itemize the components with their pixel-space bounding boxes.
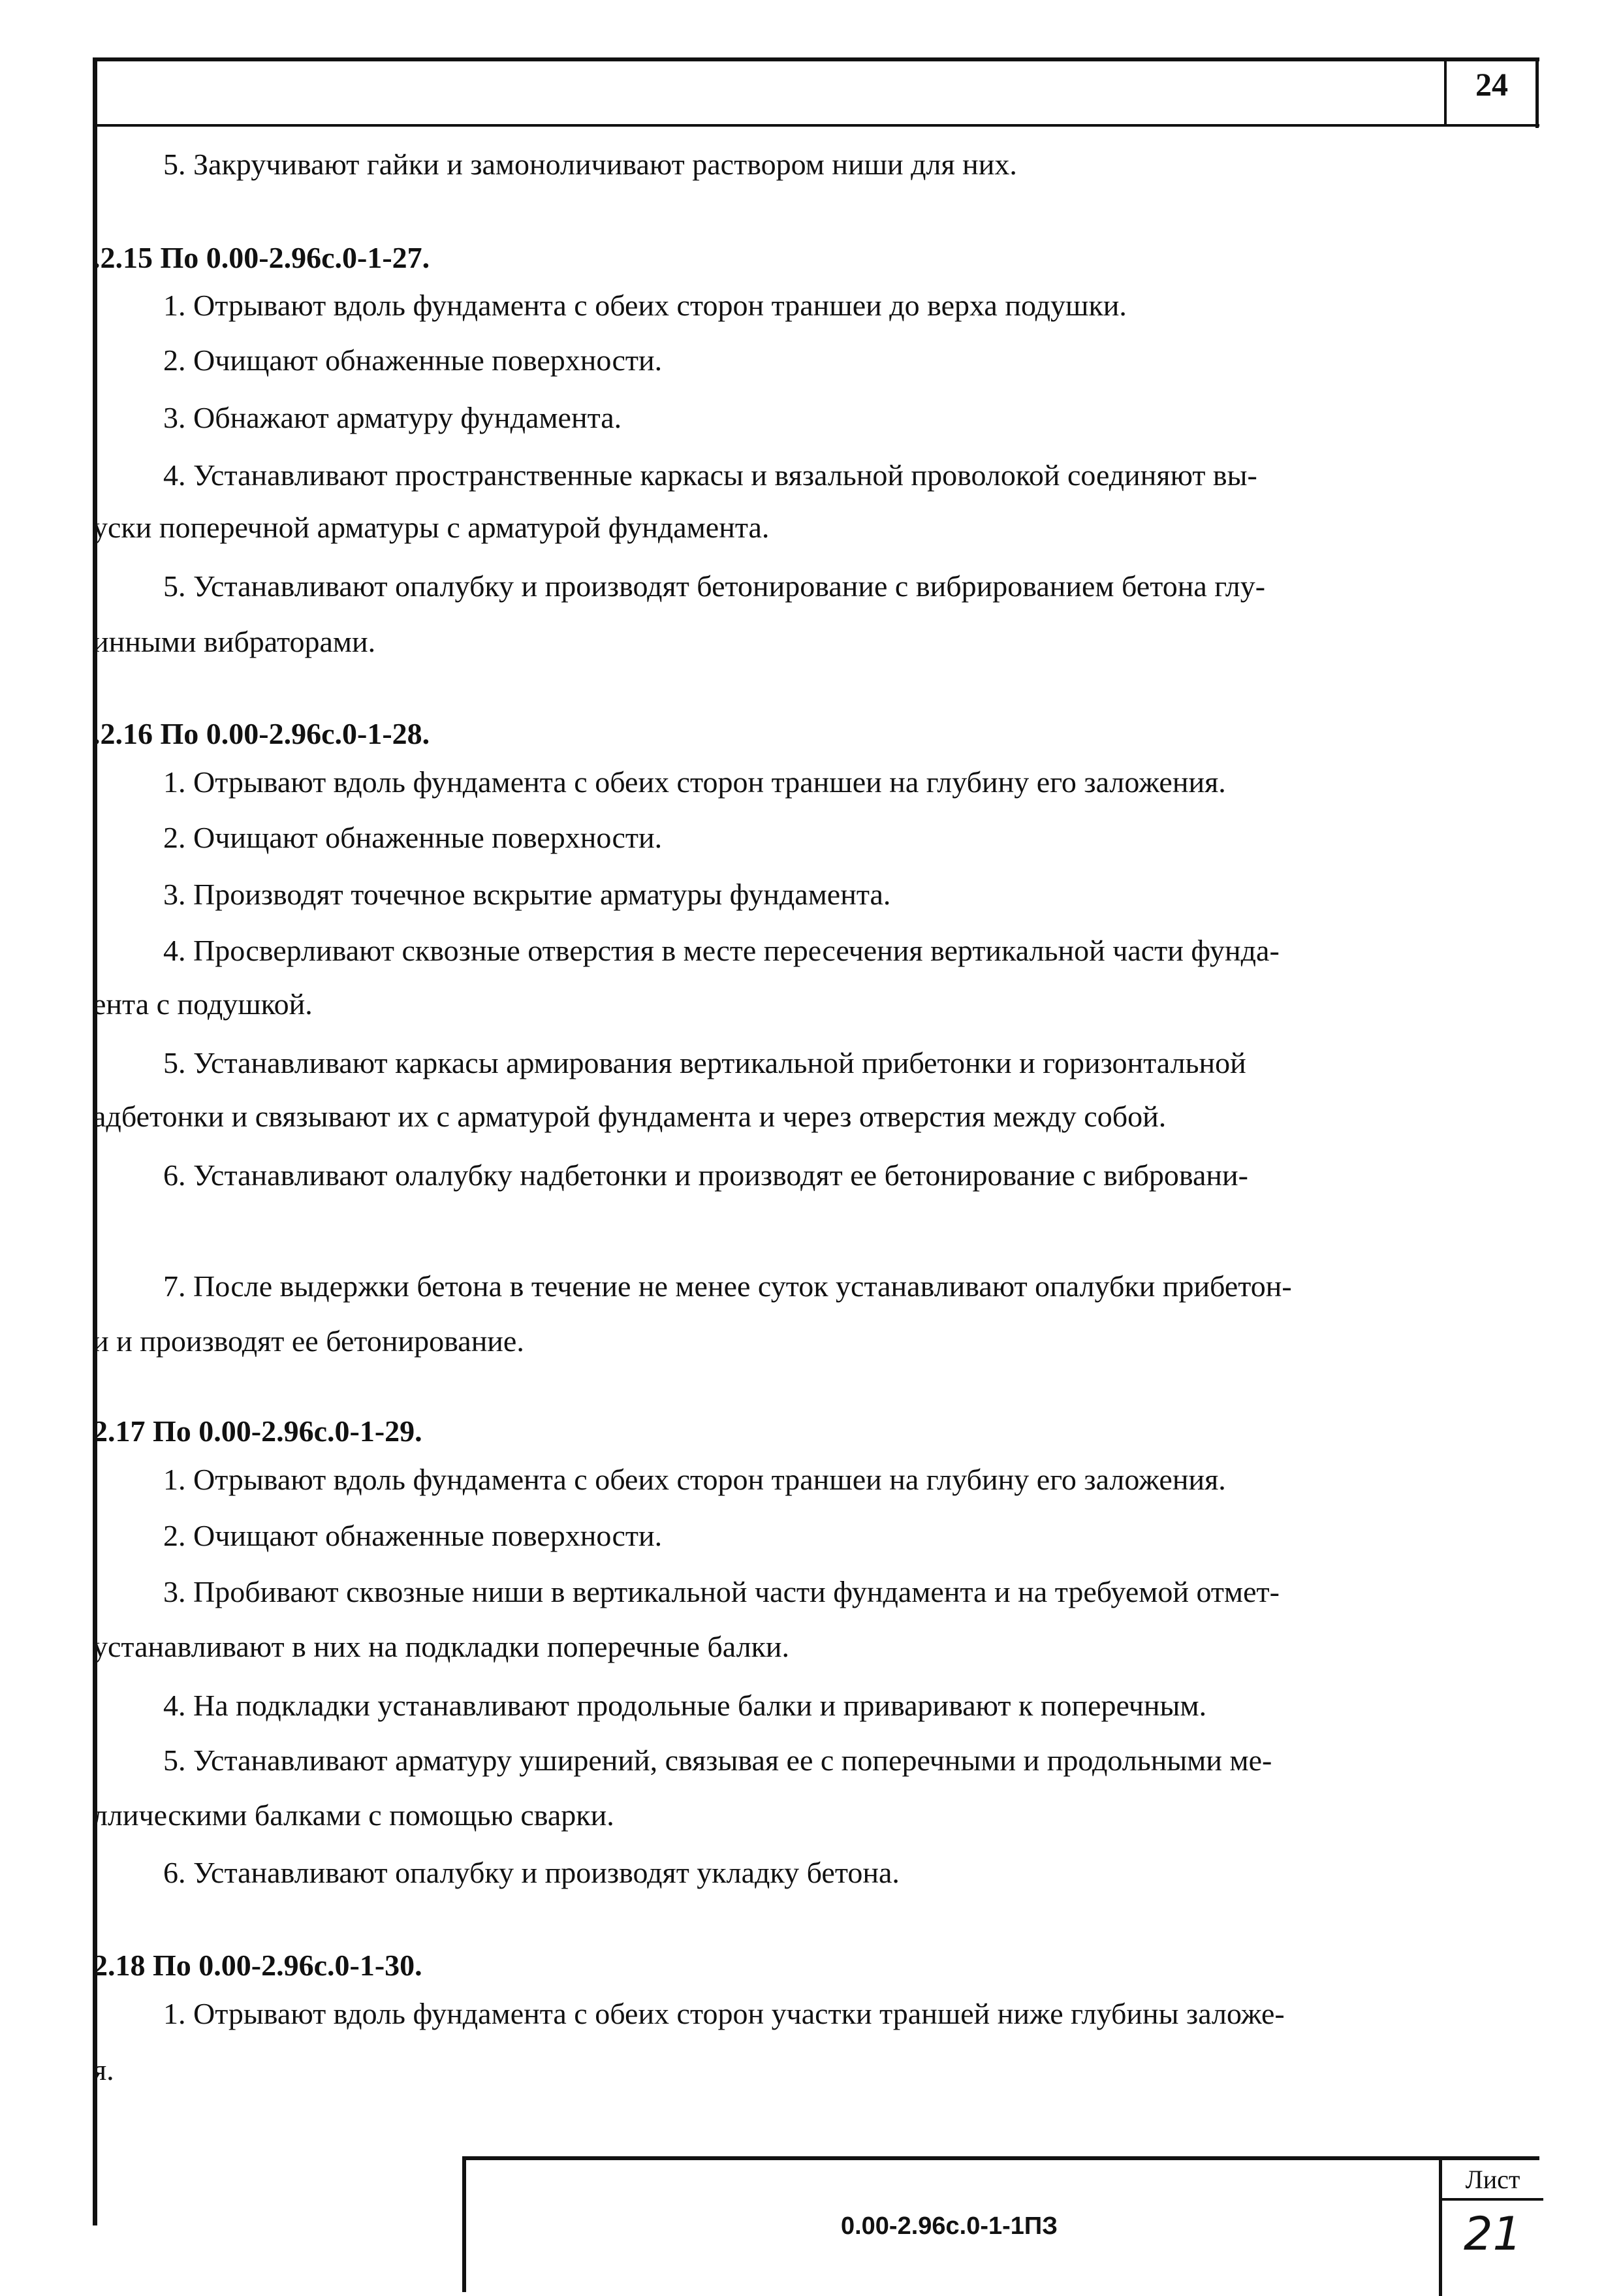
- text-line: 5. Устанавливают опалубку и производят бетонирование с вибрированием бетона глу-: [163, 569, 1266, 603]
- sheet-cell-divider: [1442, 2198, 1543, 2201]
- text-line: 3. Обнажают арматуру фундамента.: [163, 401, 622, 434]
- section-heading: .2.16 По 0.00-2.96с.0-1-28.: [93, 717, 430, 750]
- text-line: 1. Отрывают вдоль фундамента с обеих сторон траншеи на глубину его заложения.: [163, 765, 1226, 799]
- text-line: я.: [93, 2053, 114, 2086]
- text-line: ента с подушкой.: [93, 987, 313, 1021]
- text-line: 2. Очищают обнаженные поверхности.: [163, 821, 663, 854]
- sheet-number: 21: [1463, 2207, 1522, 2261]
- text-line: инными вибраторами.: [93, 625, 376, 658]
- text-line: и и производят ее бетонирование.: [93, 1324, 524, 1358]
- page-number: 24: [1475, 66, 1508, 103]
- text-line: 5. Устанавливают арматуру уширений, связывая ее с поперечными и продольными ме-: [163, 1744, 1272, 1777]
- header-divider: [93, 124, 1539, 127]
- sheet-cell: [1439, 2160, 1543, 2296]
- section-heading: 2.17 По 0.00-2.96с.0-1-29.: [93, 1414, 422, 1448]
- page-number-box: [1444, 57, 1537, 125]
- text-line: 5. Закручивают гайки и замоноличивают раствором ниши для них.: [163, 148, 1017, 181]
- section-heading: 2.18 По 0.00-2.96с.0-1-30.: [93, 1949, 422, 1982]
- text-line: 4. На подкладки устанавливают продольные балки и приваривают к поперечным.: [163, 1689, 1207, 1722]
- section-heading: .2.15 По 0.00-2.96с.0-1-27.: [93, 241, 430, 274]
- title-block: [462, 2156, 1539, 2292]
- text-line: 3. Пробивают сквозные ниши в вертикальной части фундамента и на требуемой отмет-: [163, 1575, 1280, 1608]
- text-line: 1. Отрывают вдоль фундамента с обеих сторон траншеи на глубину его заложения.: [163, 1463, 1226, 1496]
- text-line: 2. Очищают обнаженные поверхности.: [163, 343, 663, 377]
- text-line: 3. Производят точечное вскрытие арматуры фундамента.: [163, 878, 891, 911]
- text-line: ллическими балками с помощью сварки.: [93, 1798, 614, 1832]
- text-line: 1. Отрывают вдоль фундамента с обеих сторон участки траншей ниже глубины заложе-: [163, 1997, 1285, 2030]
- text-line: 5. Устанавливают каркасы армирования вертикальной прибетонки и горизонтальной: [163, 1046, 1246, 1079]
- text-line: 4. Просверливают сквозные отверстия в месте пересечения вертикальной части фунда-: [163, 934, 1280, 967]
- text-line: 2. Очищают обнаженные поверхности.: [163, 1519, 663, 1552]
- text-line: 7. После выдержки бетона в течение не менее суток устанавливают опалубки прибетон-: [163, 1269, 1292, 1303]
- text-line: 4. Устанавливают пространственные каркасы и вязальной проволокой соединяют вы-: [163, 458, 1257, 492]
- frame-left-border: [93, 57, 97, 2225]
- text-line: устанавливают в них на подкладки поперечные балки.: [93, 1630, 790, 1663]
- text-line: 1. Отрывают вдоль фундамента с обеих сторон траншеи до верха подушки.: [163, 289, 1127, 322]
- text-line: 6. Устанавливают олалубку надбетонки и производят ее бетонирование с вибровани-: [163, 1158, 1248, 1192]
- text-line: уски поперечной арматуры с арматурой фундамента.: [93, 511, 770, 544]
- text-line: 6. Устанавливают опалубку и производят укладку бетона.: [163, 1856, 900, 1889]
- text-line: адбетонки и связывают их с арматурой фундамента и через отверстия между собой.: [93, 1100, 1167, 1133]
- document-code: 0.00-2.96с.0-1-1ПЗ: [840, 2212, 1058, 2240]
- sheet-label: Лист: [1465, 2165, 1520, 2194]
- frame-top-border: [93, 57, 1539, 61]
